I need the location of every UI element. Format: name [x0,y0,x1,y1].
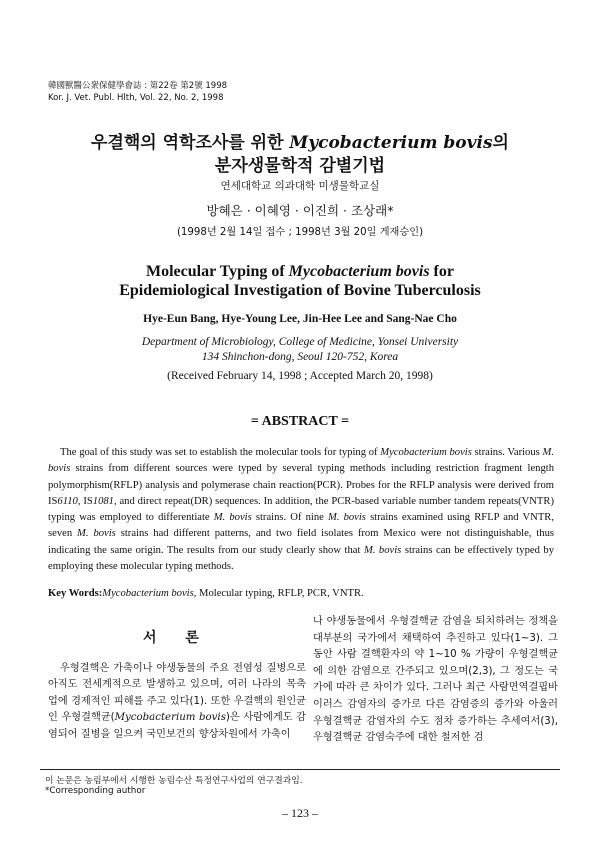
abstract-body: The goal of this study was set to establish the molecular tools for typing of Mycobacterium bovis strains. Various M. bovis strains from different sources were typed by several typing methods including restriction fragment length polymorphism(RFLP) analysis and polymerase chain reaction(PCR). Probes for the RFLP analysis were derived from IS6110, IS1081, and direct repeat(DR) sequences. In addition, the PCR-based variable number tandem repeats(VNTR) typing was employed to differentiate M. bovis strains. Of nine M. bovis strains examined using RFLP and VNTR, seven M. bovis strains had different patterns, and two field isolates from Mexico were not distinguishable, thus indicating the same origin. The results from our study clearly show that M. bovis strains can be effectively typed by employing these molecular typing methods. [48,447,555,573]
section-heading-introduction: 서 론 [143,630,211,646]
english-title-line2: Epidemiological Investigation of Bovine Tuberculosis [119,282,481,299]
journal-header [48,80,227,104]
korean-received: (1998년 2월 14일 접수 ; 1998년 3월 20일 게재승인) [176,227,424,238]
left-column [48,608,306,744]
journal-english: Kor. J. Vet. Publ. Hlth, Vol. 22, No. 2, 1998 [48,93,224,103]
journal-korean: 韓國獸醫公衆保健學會誌 : 第22卷 第2號 1998 [48,81,228,91]
page-number: – 123 – [282,806,318,820]
keywords-label: Key Words: [48,588,103,599]
footnote-corresponding: *Corresponding author [45,786,146,796]
footnote-funding: 이 논문은 농림부에서 시행한 농림수산 특정연구사업의 연구결과임. [45,776,303,786]
english-affiliation-line1: Department of Microbiology, College of Medicine, Yonsei University [141,336,459,348]
english-affiliation-line2: 134 Shinchon-dong, Seoul 120-752, Korea [201,351,399,363]
korean-title-line2: 분자생물학적 감별기법 [214,156,386,176]
english-received: (Received February 14, 1998 ; Accepted March 20, 1998) [167,370,433,382]
korean-authors: 방혜은 · 이혜영 · 이진희 · 조상래* [206,203,394,218]
footnote-divider [40,769,560,770]
english-authors: Hye-Eun Bang, Hye-Young Lee, Jin-Hee Lee and Sang-Nae Cho [143,313,457,325]
intro-paragraph-left: 우형결핵은 가축이나 야생동물의 주요 전염성 질병으로 아직도 전세계적으로 발생하고 있으며, 여러 나라의 목축업에 경제적인 피해를 주고 있다(1). 또한 우결핵의 원인균인 우형결핵균(Mycobacterium bovis)은 사람에게도 감염되어 질병을 일으켜 국민보건의 향상차원에서 가축이 [48,662,306,740]
korean-affiliation: 연세대학교 의과대학 미생물학교실 [220,180,380,192]
intro-paragraph-right: 나 야생동물에서 우형결핵균 감염을 퇴치하려는 정책을 대부분의 국가에서 채택하여 추진하고 있다(1~3). 그동안 사람 결핵환자의 약 1~10 % 가량이 우형결핵균에 의한 감염으로 간주되고 있으며(2,3), 그 정도는 국가에 따라 큰 차이가 있다. 그러나 최근 사람면역결핍바이러스 감염자의 증가로 다른 감염증의 증가와 아울러 우형결핵균 감염자의 수도 점차 증가하는 추세여서(3), 우형결핵균 감염숙주에 대한 철저한 검 [313,616,558,744]
keywords: Key Words:Mycobacterium bovis, Molecular typing, RFLP, PCR, VNTR. [48,588,364,599]
abstract-heading: = ABSTRACT = [250,414,350,429]
korean-title-line1: 우결핵의 역학조사를 위한 Mycobacterium bovis의 [91,133,509,153]
right-column [313,614,558,747]
english-title-line1: Molecular Typing of Mycobacterium bovis for [146,263,454,280]
